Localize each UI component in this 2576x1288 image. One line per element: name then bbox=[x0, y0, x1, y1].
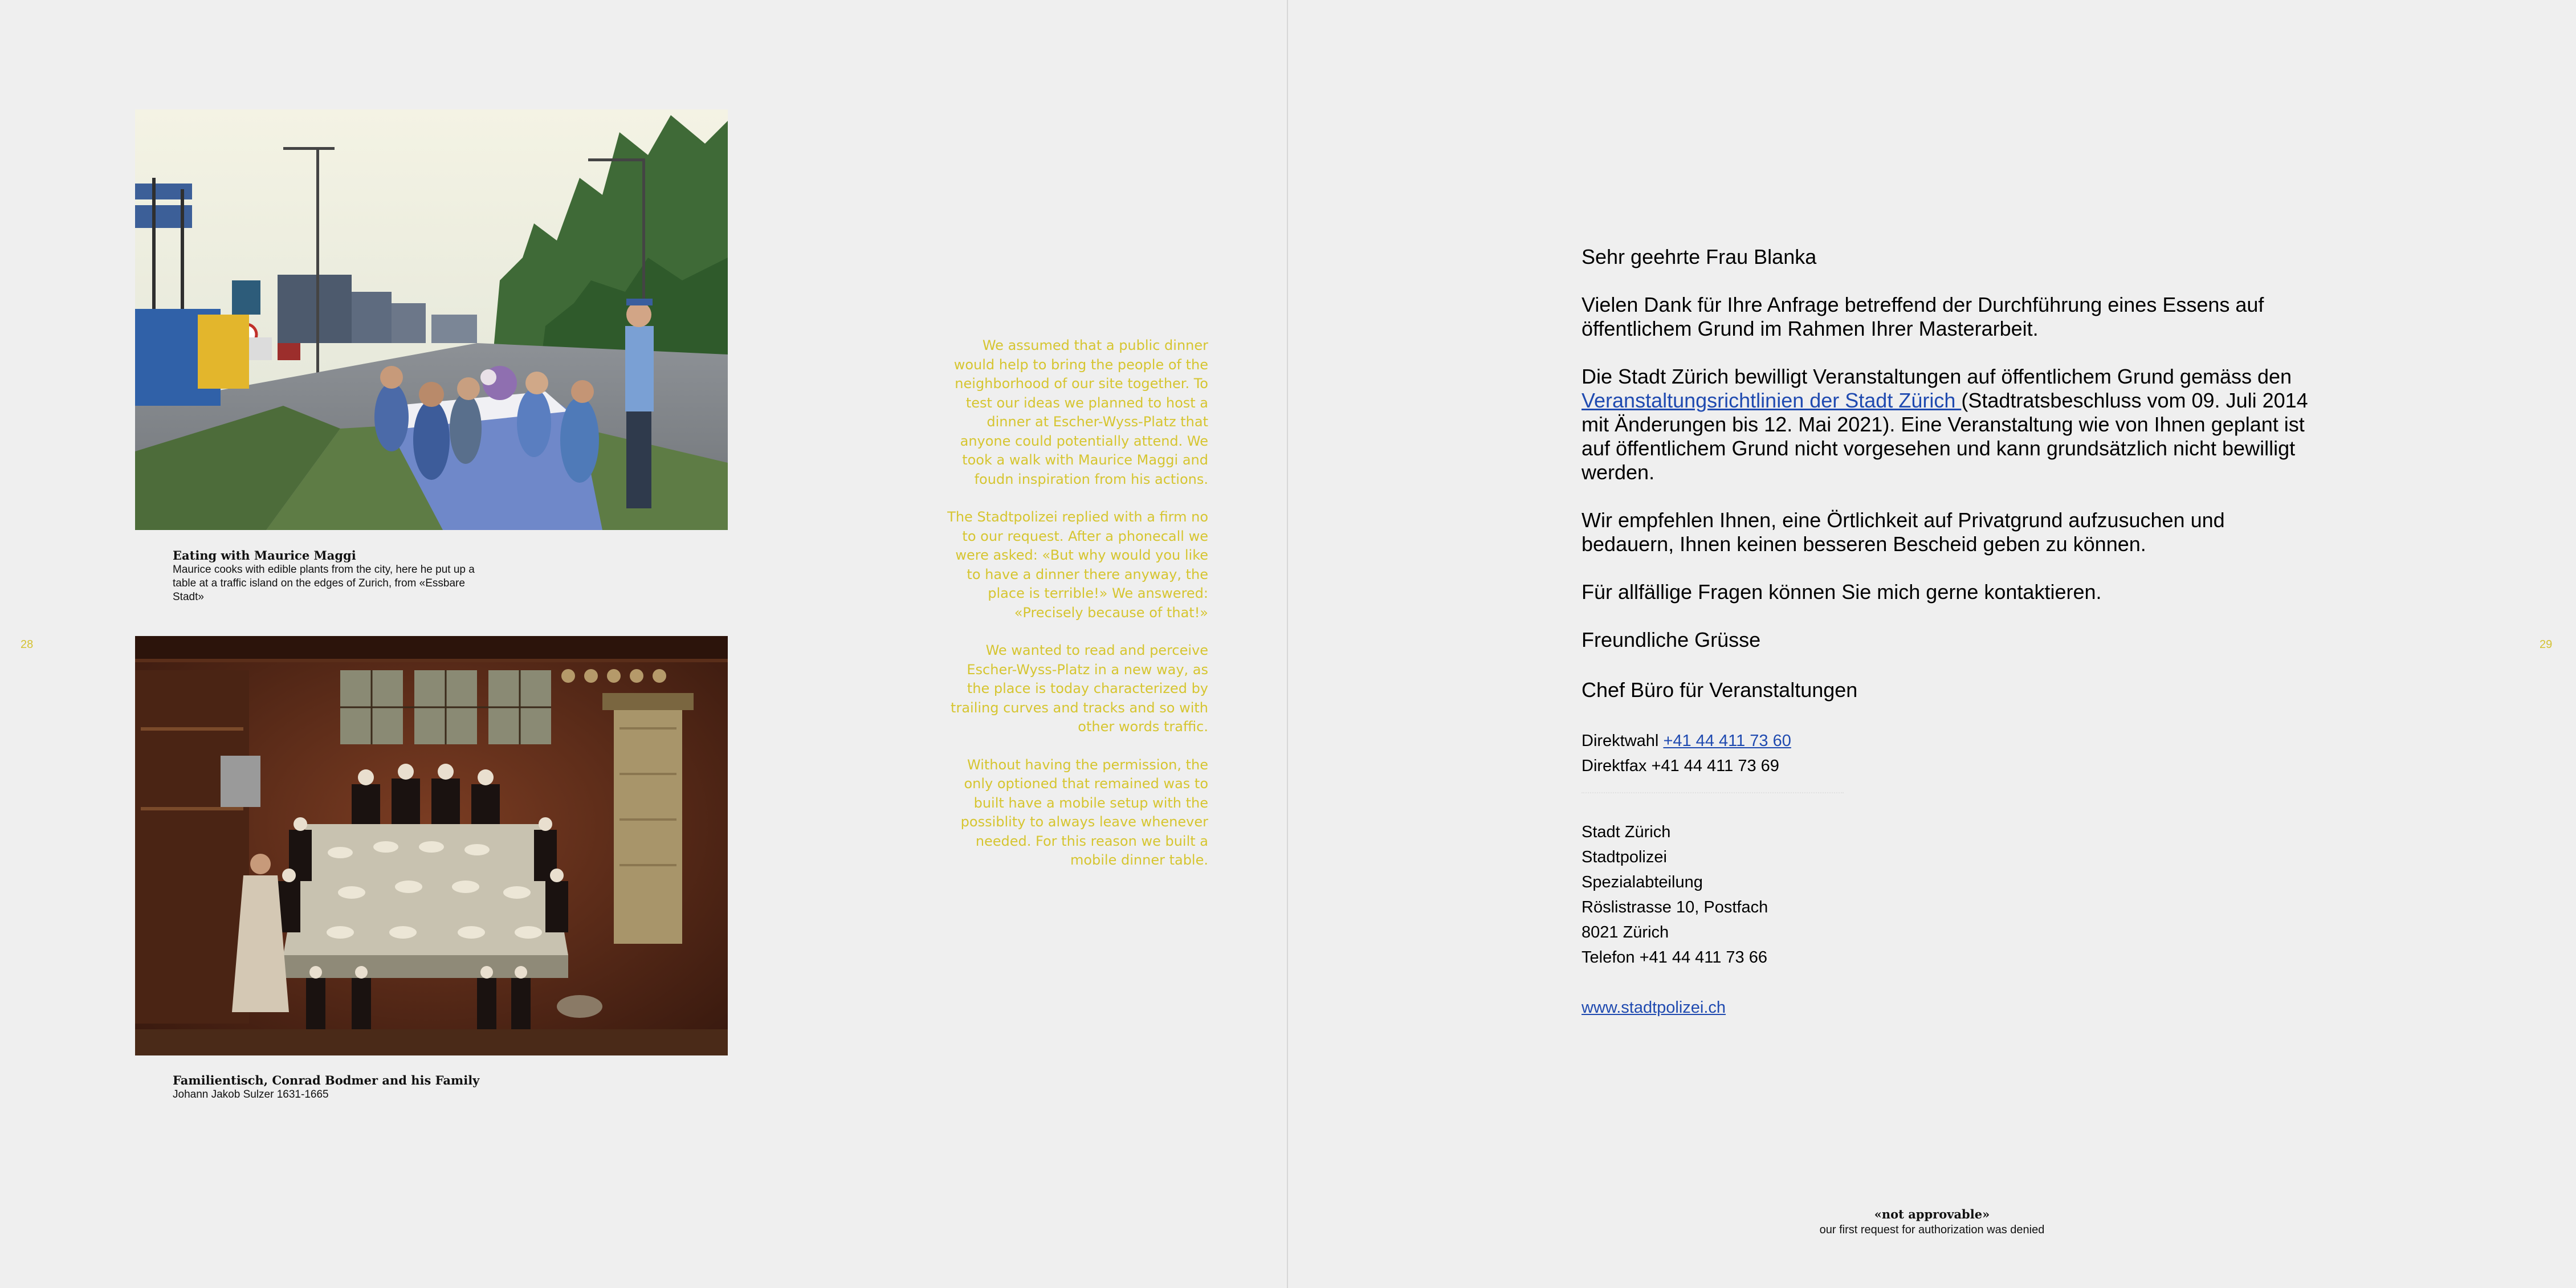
signature-divider bbox=[1582, 792, 1844, 794]
address-line: Stadt Zürich bbox=[1582, 823, 1671, 841]
letter-paragraph: Wir empfehlen Ihnen, eine Örtlichkeit auf Privatgrund aufzusuchen und bedauern, Ihnen keinen besseren Bescheid geben zu können. bbox=[1582, 508, 2225, 556]
caption-title: Familientisch, Conrad Bodmer and his Family bbox=[173, 1073, 480, 1087]
letter-salutation: Sehr geehrte Frau Blanka bbox=[1582, 245, 1817, 268]
address-line: 8021 Zürich bbox=[1582, 923, 1669, 941]
address-line: Röslistrasse 10, Postfach bbox=[1582, 898, 1768, 916]
caption-text: Maurice cooks with edible plants from the city, here he put up a table at a traffic island on the edges of Zurich, from «Essbare Stadt» bbox=[173, 564, 475, 603]
guidelines-link[interactable]: Veranstaltungsrichtlinien der Stadt Zürich bbox=[1582, 389, 1962, 412]
caption-title: Eating with Maurice Maggi bbox=[173, 548, 356, 563]
story-paragraph: Without having the permission, the only optioned that remained was to built have a mobile setup with the possiblity to always leave whenever needed. For this reason we built a mobile dinner table. bbox=[960, 756, 1208, 868]
direct-fax: Direktfax +41 44 411 73 69 bbox=[1582, 757, 1779, 775]
paragraph-text: Die Stadt Zürich bewilligt Veranstaltungen auf öffentlichem Grund gemäss den bbox=[1582, 365, 2292, 388]
footer-text: our first request for authorization was denied bbox=[1819, 1224, 2045, 1236]
address-line: Stadtpolizei bbox=[1582, 848, 1667, 866]
photo2-caption bbox=[173, 1073, 572, 1102]
page-number: 29 bbox=[2540, 638, 2553, 651]
page-number: 28 bbox=[21, 638, 34, 651]
direct-phone bbox=[1582, 728, 2317, 753]
left-page bbox=[0, 0, 1287, 1288]
paragraph-text: (Stadtratsbeschluss vom 09. Juli 2014 mit Änderungen bis 12. Mai 2021). Eine Veranstaltung wie von Ihnen geplant ist auf öffentlichem Grund nicht vorgesehen und kann grundsätzlich nicht bewilligt werden. bbox=[1582, 389, 2308, 484]
caption-text: Johann Jakob Sulzer 1631-1665 bbox=[173, 1089, 329, 1100]
letter-paragraph bbox=[1582, 365, 2317, 484]
signature-title: Chef Büro für Veranstaltungen bbox=[1582, 678, 1858, 702]
letter-paragraph: Vielen Dank für Ihre Anfrage betreffend der Durchführung eines Essens auf öffentlichem Grund im Rahmen Ihrer Masterarbeit. bbox=[1582, 293, 2264, 340]
letter-paragraph: Für allfällige Fragen können Sie mich gerne kontaktieren. bbox=[1582, 580, 2102, 604]
address-line: Spezialabteilung bbox=[1582, 873, 1703, 891]
story-text-column bbox=[946, 336, 1208, 889]
letter-closing: Freundliche Grüsse bbox=[1582, 628, 1761, 651]
footer-title: «not approvable» bbox=[1874, 1207, 1990, 1221]
permit-refusal-letter bbox=[1582, 245, 2317, 1020]
story-paragraph: We assumed that a public dinner would help to bring the people of the neighborhood of our site together. To test our ideas we planned to host a dinner at Escher-Wyss-Platz that anyone could potentially attend. We took a walk with Maurice Maggi and foudn inspiration from his actions. bbox=[953, 337, 1208, 487]
direct-phone-link[interactable]: +41 44 411 73 60 bbox=[1663, 732, 1791, 750]
story-paragraph: The Stadtpolizei replied with a firm no to our request. After a phonecall we were asked: «But why would you like to have a dinner there anyway, the place is terrible!» We answered: «Precisely because of that!» bbox=[947, 509, 1208, 621]
photo1-caption bbox=[173, 548, 480, 604]
address-line: Telefon +41 44 411 73 66 bbox=[1582, 948, 1767, 967]
story-paragraph: We wanted to read and perceive Escher-Wyss-Platz in a new way, as the place is today characterized by trailing curves and tracks and so with other words traffic. bbox=[951, 642, 1208, 735]
website bbox=[1582, 995, 2317, 1020]
photo-family-table-painting bbox=[135, 636, 728, 1055]
direct-phone-label: Direktwahl bbox=[1582, 732, 1664, 750]
photo-dinner-traffic-island bbox=[135, 109, 728, 530]
footer-note bbox=[1721, 1206, 2143, 1237]
website-link[interactable]: www.stadtpolizei.ch bbox=[1582, 998, 1726, 1017]
